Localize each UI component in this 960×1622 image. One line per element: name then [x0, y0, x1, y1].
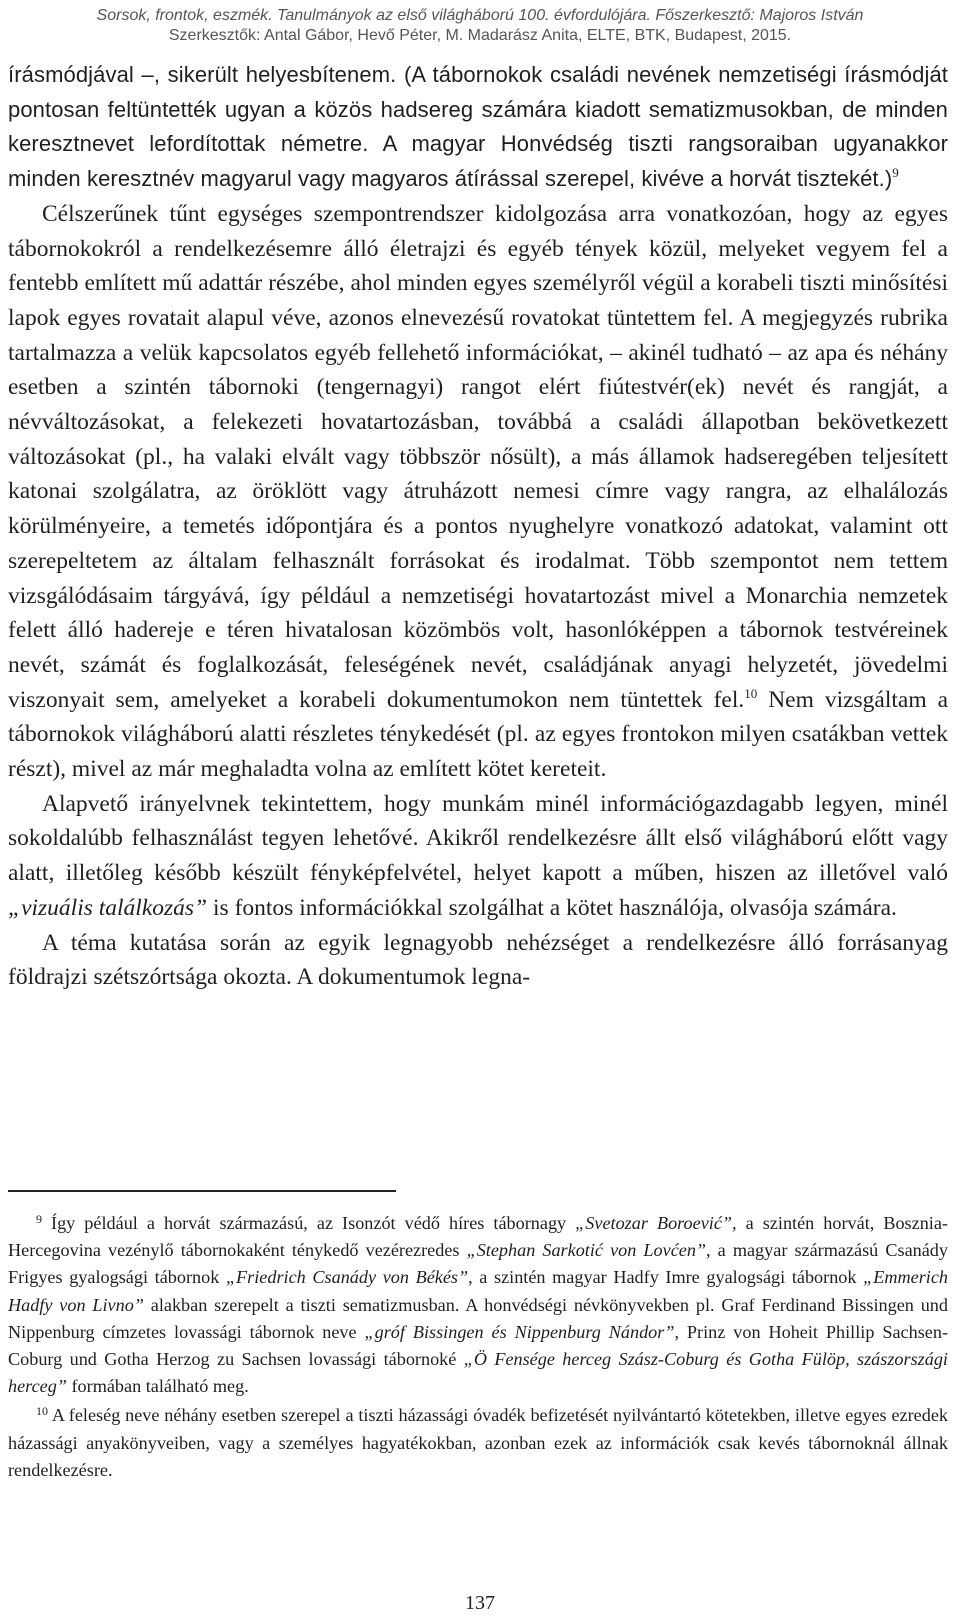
paragraph-3-text-b: is fontos információkkal szolgálhat a kötet használója, olvasója számára.	[207, 894, 897, 921]
footnote-ref-9[interactable]: 9	[892, 165, 899, 181]
footnote-9-name-boroevic: „Svetozar Boroević”	[575, 1213, 733, 1233]
footnote-separator	[8, 1190, 396, 1192]
header-line-1: Sorsok, frontok, eszmék. Tanulmányok az első világháború 100. évfordulójára. Főszerkesztő: Majoros István	[96, 7, 864, 24]
main-text	[8, 58, 948, 995]
footnote-9-text: , a szintén magyar Hadfy Imre gyalogsági tábornok	[468, 1267, 864, 1288]
header-line-2: Szerkesztők: Antal Gábor, Hevő Péter, M. Madarász Anita, ELTE, BTK, Budapest, 2015.	[168, 27, 792, 44]
paragraph-4-text: A téma kutatása során az egyik legnagyobb nehézséget a rendelkezésre álló forrásanyag földrajzi szétszórtsága okozta. A dokumentumok legna-	[8, 929, 948, 991]
footnote-ref-10[interactable]: 10	[744, 685, 758, 701]
footnote-9	[8, 1210, 948, 1400]
paragraph-4	[8, 926, 948, 995]
footnote-9-text: formában található meg.	[66, 1376, 249, 1397]
footnote-10-text: A feleség neve néhány esetben szerepel a tiszti házassági óvadék befizetését nyilvántartó kötetekben, illetve egyes ezredek házassági anyakönyveiben, vagy a személyes hagyatékokban, azonban ezek az információk csak kevés tábornoknál állnak rendelkezésre.	[8, 1405, 948, 1480]
footnote-9-text: , a szintén horvát, Bosznia-Hercegovina vezénylő tábornokaként ténykedő vezérezredes	[8, 1213, 948, 1261]
footnote-9-name-hadfy: „Emmerich Hadfy von Livno”	[8, 1267, 948, 1315]
footnotes	[8, 1210, 948, 1486]
paragraph-3-quote: „vizuális találkozás”	[8, 894, 208, 921]
footnote-10-number: 10	[36, 1404, 48, 1419]
footnote-9-text: , Prinz von Hoheit Phillip Sachsen-Coburg und Gotha Herzog zu Sachsen lovassági tábornoké	[8, 1321, 948, 1370]
paragraph-3	[8, 787, 948, 926]
footnote-9-text: alakban szerepelt a tiszti sematizmusban. A honvédségi névkönyvekben pl. Graf Ferdinand Bissingen und Nippenburg címzetes lovassági tábornok neve	[8, 1294, 948, 1342]
paragraph-3-text-a: Alapvető irányelvnek tekintettem, hogy munkám minél információgazdagabb legyen, minél sokoldalúbb felhasználást tegyen lehetővé. Akikről rendelkezésre állt első világháború előtt vagy alatt, illetőleg később készült fényképfelvétel, helyet kapott a műben, hiszen az illetővel való	[8, 790, 948, 887]
page-number: 137	[465, 1592, 495, 1614]
running-header	[0, 6, 960, 46]
footnote-9-name-bissingen: „gróf Bissingen és Nippenburg Nándor”	[364, 1321, 675, 1342]
footnote-10	[8, 1402, 948, 1484]
paragraph-2-text: Célszerűnek tűnt egységes szempontrendszer kidolgozása arra vonatkozóan, hogy az egyes tábornokokról a rendelkezésemre álló életrajzi és egyéb tények közül, melyeket vegyem fel a fentebb említett mű adattár részébe, ahol minden egyes személyről végül a korabeli tiszti minősítési lapok egyes rovatait alapul véve, azonos elnevezésű rovatokat tüntettem fel. A megjegyzés rubrika tartalmazza a velük kapcsolatos egyéb fellehető információkat, – akinél tudható – az apa és néhány esetben a szintén tábornoki (tengernagyi) rangot elért fiútestvér(ek) nevét és rangját, a névváltozásokat, a felekezeti hovatartozásban, továbbá a családi állapotban bekövetkezett változásokat (pl., ha valaki elvált vagy többször nősült), a más államok hadseregében teljesített katonai szolgálatra, az öröklött vagy átruházott nemesi címre vagy rangra, az elhalálozás körülményeire, a temetés időpontjára és a pontos nyughelyre vonatkozó adatokat, valamint ott szerepeltetem az általam felhasznált forrásokat és irodalmat. Több szempontot nem tettem vizsgálódásaim tárgyává, így például a nemzetiségi hovatartozást mivel a Monarchia nemzetek felett álló hadereje e téren hivatalosan közömbös volt, hasonlóképpen a tábornok testvéreinek nevét, számát és foglalkozását, feleségének nevét, családjának anyagi helyzetét, jövedelmi viszonyait sem, amelyeket a korabeli dokumentumokon nem tüntettek fel.	[8, 200, 948, 713]
footnote-9-name-coburg: „Ö Fensége herceg Szász-Coburg és Gotha Fülöp, szászországi herceg”	[8, 1349, 948, 1397]
paragraph-2-tail: Nem vizsgáltam a tábornokok világháború alatti részletes ténykedését (pl. az egyes frontokon milyen csatákban vettek részt), mivel az már meghaladta volna az említett kötet kereteit.	[8, 686, 949, 783]
paragraph-2	[8, 197, 948, 787]
footnote-9-text: Így például a horvát származású, az Isonzót védő híres tábornagy	[42, 1213, 576, 1233]
footnote-9-name-sarkotic: „Stephan Sarkotić von Lovćen”	[466, 1240, 707, 1261]
footnote-9-name-csanady: „Friedrich Csanády von Békés”	[225, 1267, 469, 1288]
footnote-9-text: , a magyar származású Csanády Frigyes gyalogsági tábornok	[8, 1240, 948, 1288]
paragraph-1	[8, 58, 948, 197]
paragraph-1-text: (A tábornokok családi nevének nemzetiségi írásmódját pontosan feltüntették ugyan a közös hadsereg számára kiadott sematizmusokban, de minden keresztnevet lefordítottak németre. A magyar Honvédség tiszti rangsoraiban ugyanakkor minden keresztnév magyarul vagy magyaros átírással szerepel, kivéve a horvát tisztekét.)	[8, 62, 949, 192]
footnote-9-number: 9	[36, 1212, 42, 1226]
paragraph-1-lead: írásmódjával –, sikerült helyesbítenem.	[8, 62, 397, 87]
